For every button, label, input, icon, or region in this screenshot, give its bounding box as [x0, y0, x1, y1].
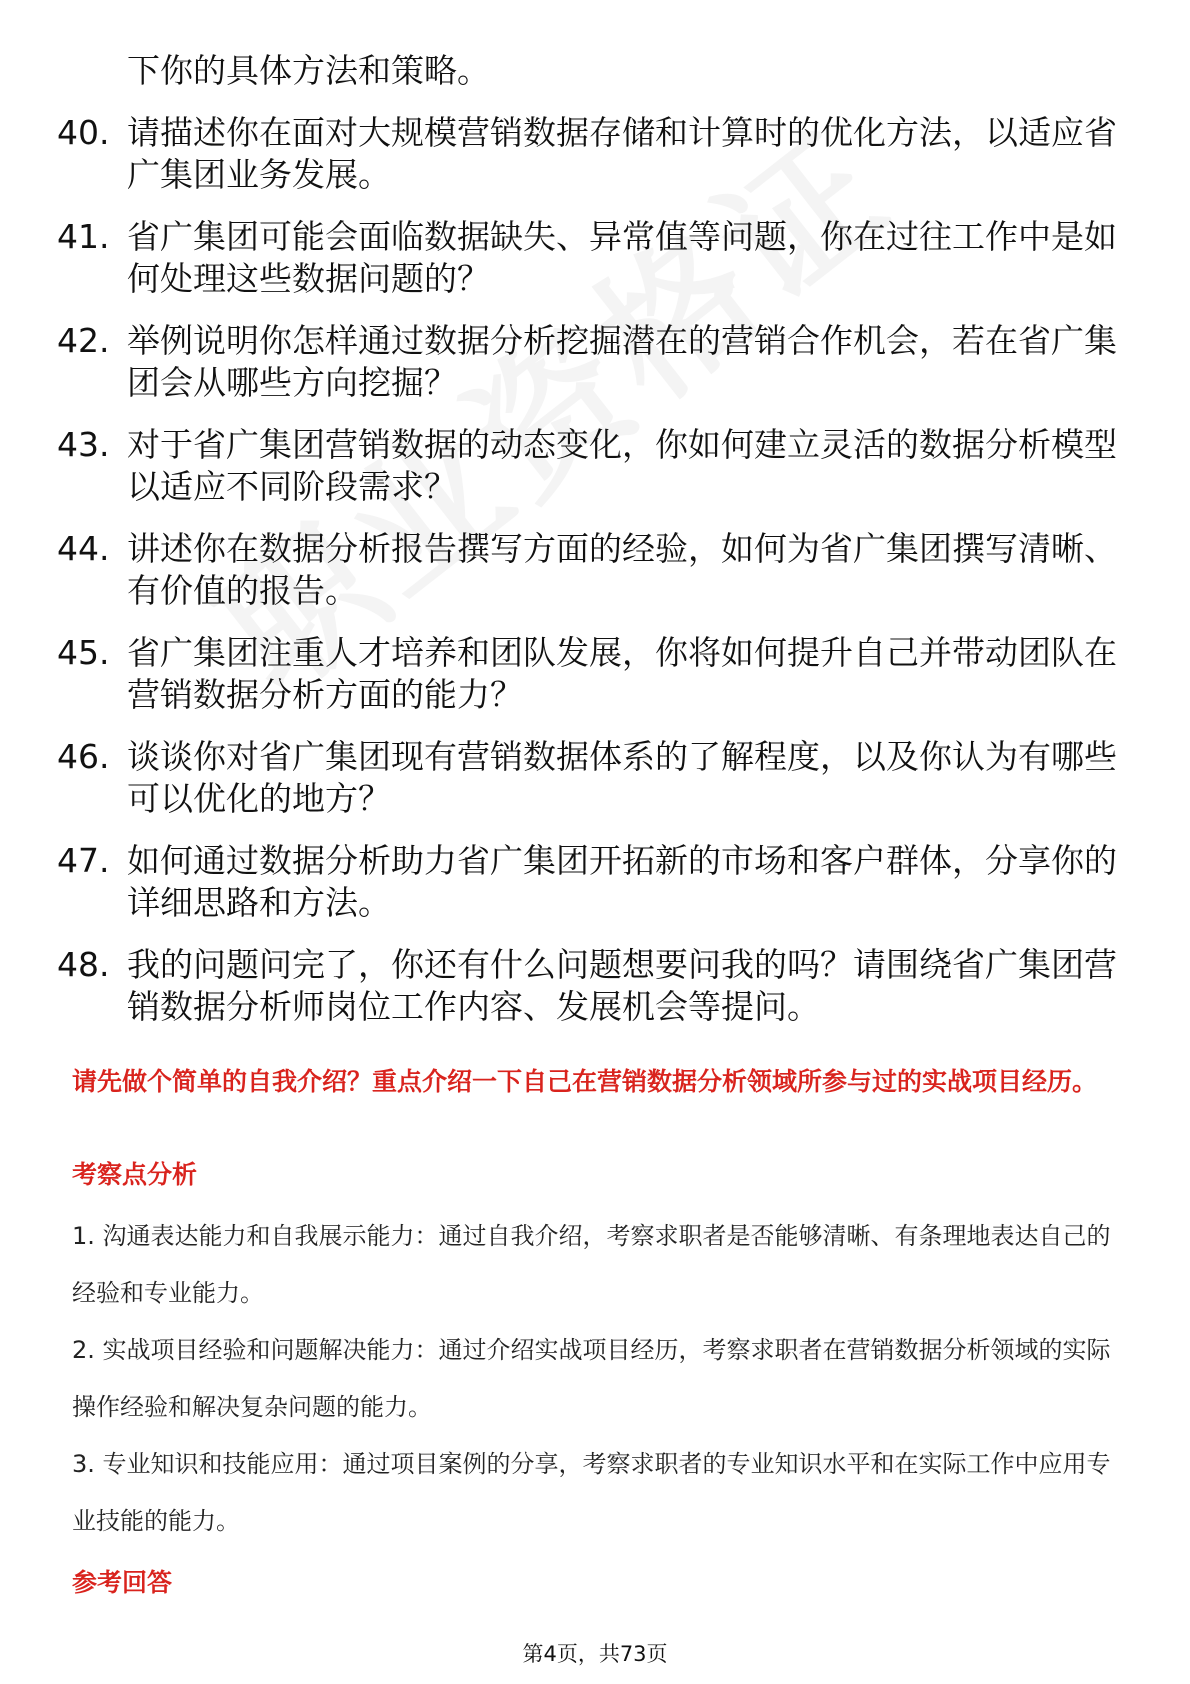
question-number: 47.: [57, 841, 110, 880]
list-item: [0, 632, 1190, 736]
list-item: [0, 840, 1190, 944]
question-text: 我的问题问完了，你还有什么问题想要问我的吗？请围绕省广集团营销数据分析师岗位工作内容、发展机会等提问。: [127, 945, 1117, 1026]
question-text: 请描述你在面对大规模营销数据存储和计算时的优化方法，以适应省广集团业务发展。: [127, 113, 1117, 194]
list-item: [0, 944, 1190, 1048]
list-item: [0, 216, 1190, 320]
list-item: [0, 528, 1190, 632]
page-number: 第4页，共73页: [522, 1642, 668, 1666]
list-item: [0, 736, 1190, 840]
list-item: [0, 424, 1190, 528]
question-list: [0, 112, 1190, 1048]
question-number: 41.: [57, 217, 110, 256]
question-text: 省广集团可能会面临数据缺失、异常值等问题，你在过往工作中是如何处理这些数据问题的？: [127, 217, 1117, 298]
question-number: 44.: [57, 529, 110, 568]
question-text: 举例说明你怎样通过数据分析挖掘潜在的营销合作机会，若在省广集团会从哪些方向挖掘？: [127, 321, 1117, 402]
continued-question-text: 下你的具体方法和策略。: [127, 51, 490, 90]
question-number: 42.: [57, 321, 110, 360]
question-text: 省广集团注重人才培养和团队发展，你将如何提升自己并带动团队在营销数据分析方面的能力？: [127, 633, 1117, 714]
question-text: 谈谈你对省广集团现有营销数据体系的了解程度，以及你认为有哪些可以优化的地方？: [127, 737, 1117, 818]
question-number: 48.: [57, 945, 110, 984]
question-number: 40.: [57, 113, 110, 152]
list-item: [0, 320, 1190, 424]
question-number: 45.: [57, 633, 110, 672]
question-text: 如何通过数据分析助力省广集团开拓新的市场和客户群体，分享你的详细思路和方法。: [127, 841, 1117, 922]
analysis-point: 2. 实战项目经验和问题解决能力：通过介绍实战项目经历，考察求职者在营销数据分析领域的实际操作经验和解决复杂问题的能力。: [72, 1336, 1111, 1421]
analysis-heading: 考察点分析: [72, 1160, 198, 1189]
question-text: 对于省广集团营销数据的动态变化，你如何建立灵活的数据分析模型以适应不同阶段需求？: [127, 425, 1117, 506]
question-number: 46.: [57, 737, 110, 776]
analysis-point: 3. 专业知识和技能应用：通过项目案例的分享，考察求职者的专业知识水平和在实际工作中应用专业技能的能力。: [72, 1450, 1111, 1535]
featured-question: 请先做个简单的自我介绍？重点介绍一下自己在营销数据分析领域所参与过的实战项目经历。: [72, 1067, 1098, 1096]
analysis-list: [72, 1208, 1122, 1550]
answer-heading: 参考回答: [72, 1568, 173, 1597]
question-number: 43.: [57, 425, 110, 464]
question-text: 讲述你在数据分析报告撰写方面的经验，如何为省广集团撰写清晰、有价值的报告。: [127, 529, 1117, 610]
list-item: [0, 112, 1190, 216]
analysis-point: 1. 沟通表达能力和自我展示能力：通过自我介绍，考察求职者是否能够清晰、有条理地表达自己的经验和专业能力。: [72, 1222, 1111, 1307]
